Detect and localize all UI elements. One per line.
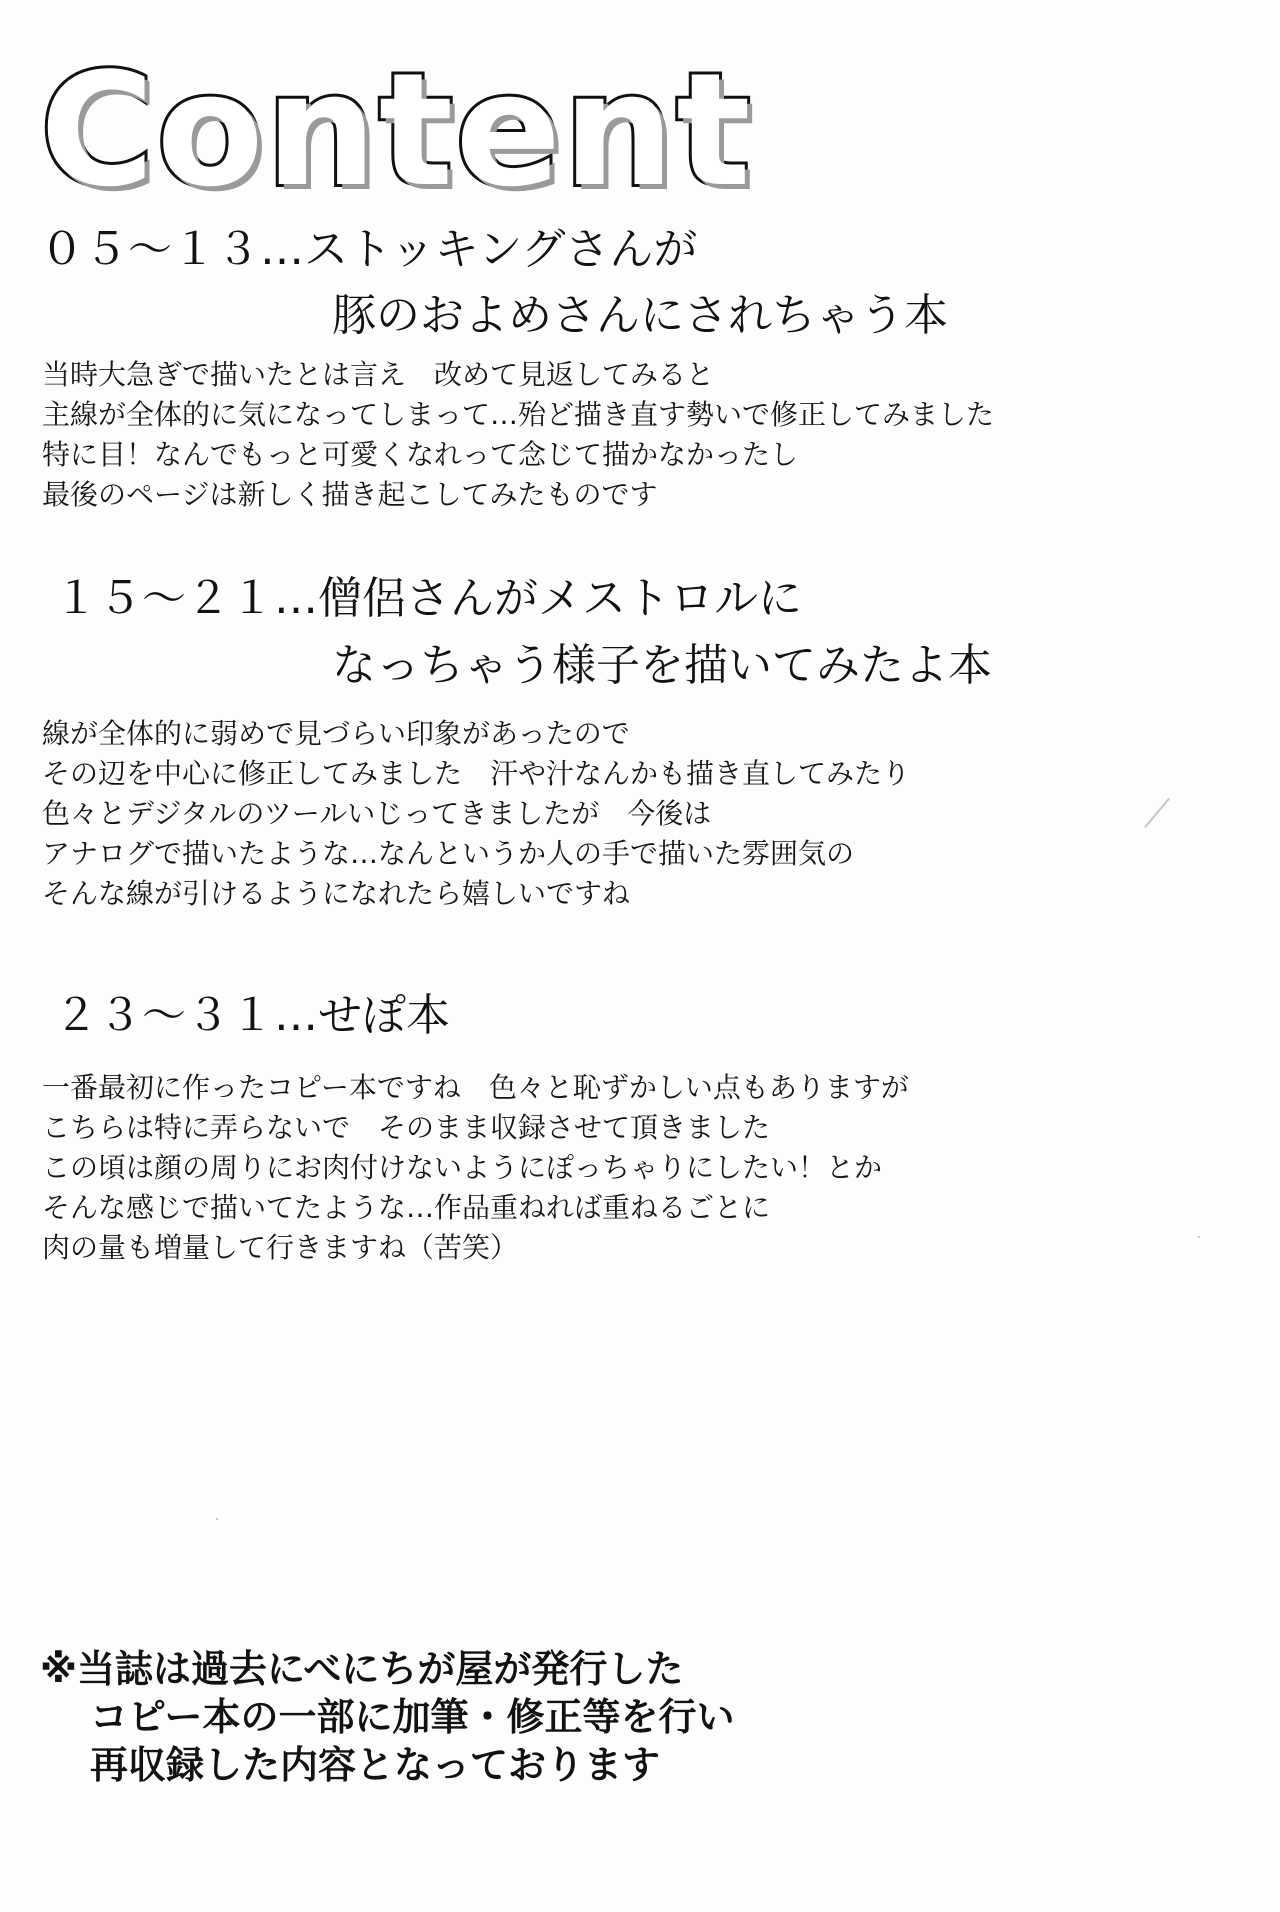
footnote-line: コピー本の一部に加筆・修正等を行い [90,1695,735,1739]
footnote-line: ※当誌は過去にべにちが屋が発行した [40,1647,684,1691]
entry-2-title-line-1: １５～２１…僧侶さんがメストロルに [54,573,802,624]
entry-3-body-line: 一番最初に作ったコピー本ですね 色々と恥ずかしい点もありますが [42,1071,909,1104]
scan-speck [1198,1236,1200,1238]
entry-2-body-line: その辺を中心に修正してみました 汗や汁なんかも描き直してみたり [42,757,911,790]
entry-1-body-line: 最後のページは新しく描き起こしてみたものです [42,478,658,511]
entry-1-body-line: 主線が全体的に気になってしまって…殆ど描き直す勢いで修正してみました [42,398,995,431]
entry-3-body-line: そんな感じで描いてたような…作品重ねれば重ねるごとに [42,1191,771,1224]
entry-2-body-line: 色々とデジタルのツールいじってきましたが 今後は [42,797,712,830]
entry-1-body-line: 当時大急ぎで描いたとは言え 改めて見返してみると [42,358,715,391]
entry-3-body-line: この頃は顔の周りにお肉付けないようにぽっちゃりにしたい！とか [42,1151,883,1184]
entry-1-body-line: 特に目！なんでもっと可愛くなれって念じて描かなかったし [42,438,799,471]
page-title: Content [40,39,753,221]
entry-2-body-line: 線が全体的に弱めで見づらい印象があったので [42,717,630,750]
entry-3-body [42,1068,909,1268]
scan-speck [216,1518,218,1520]
entry-1-body [42,355,994,515]
entry-2-body-line: そんな線が引けるようになれたら嬉しいですね [42,877,631,910]
entry-3-title-line-1: ２３～３１…せぽ本 [54,990,450,1041]
footnote-line: 再収録した内容となっております [90,1743,661,1787]
entry-2-body [42,714,910,914]
entry-2-body-line: アナログで描いたような…なんというか人の手で描いた雰囲気の [42,837,855,870]
scan-mark [1144,798,1170,828]
entry-1-title-line-2: 豚のおよめさんにされちゃう本 [332,290,948,341]
entry-3-body-line: 肉の量も増量して行きますね（苦笑） [42,1231,519,1264]
footnote [40,1645,734,1789]
entry-3-body-line: こちらは特に弄らないで そのまま収録させて頂きました [42,1111,771,1144]
entry-1-title-line-1: ０５～１３…ストッキングさんが [40,224,698,275]
entry-2-title-line-2: なっちゃう様子を描いてみたよ本 [332,640,992,691]
